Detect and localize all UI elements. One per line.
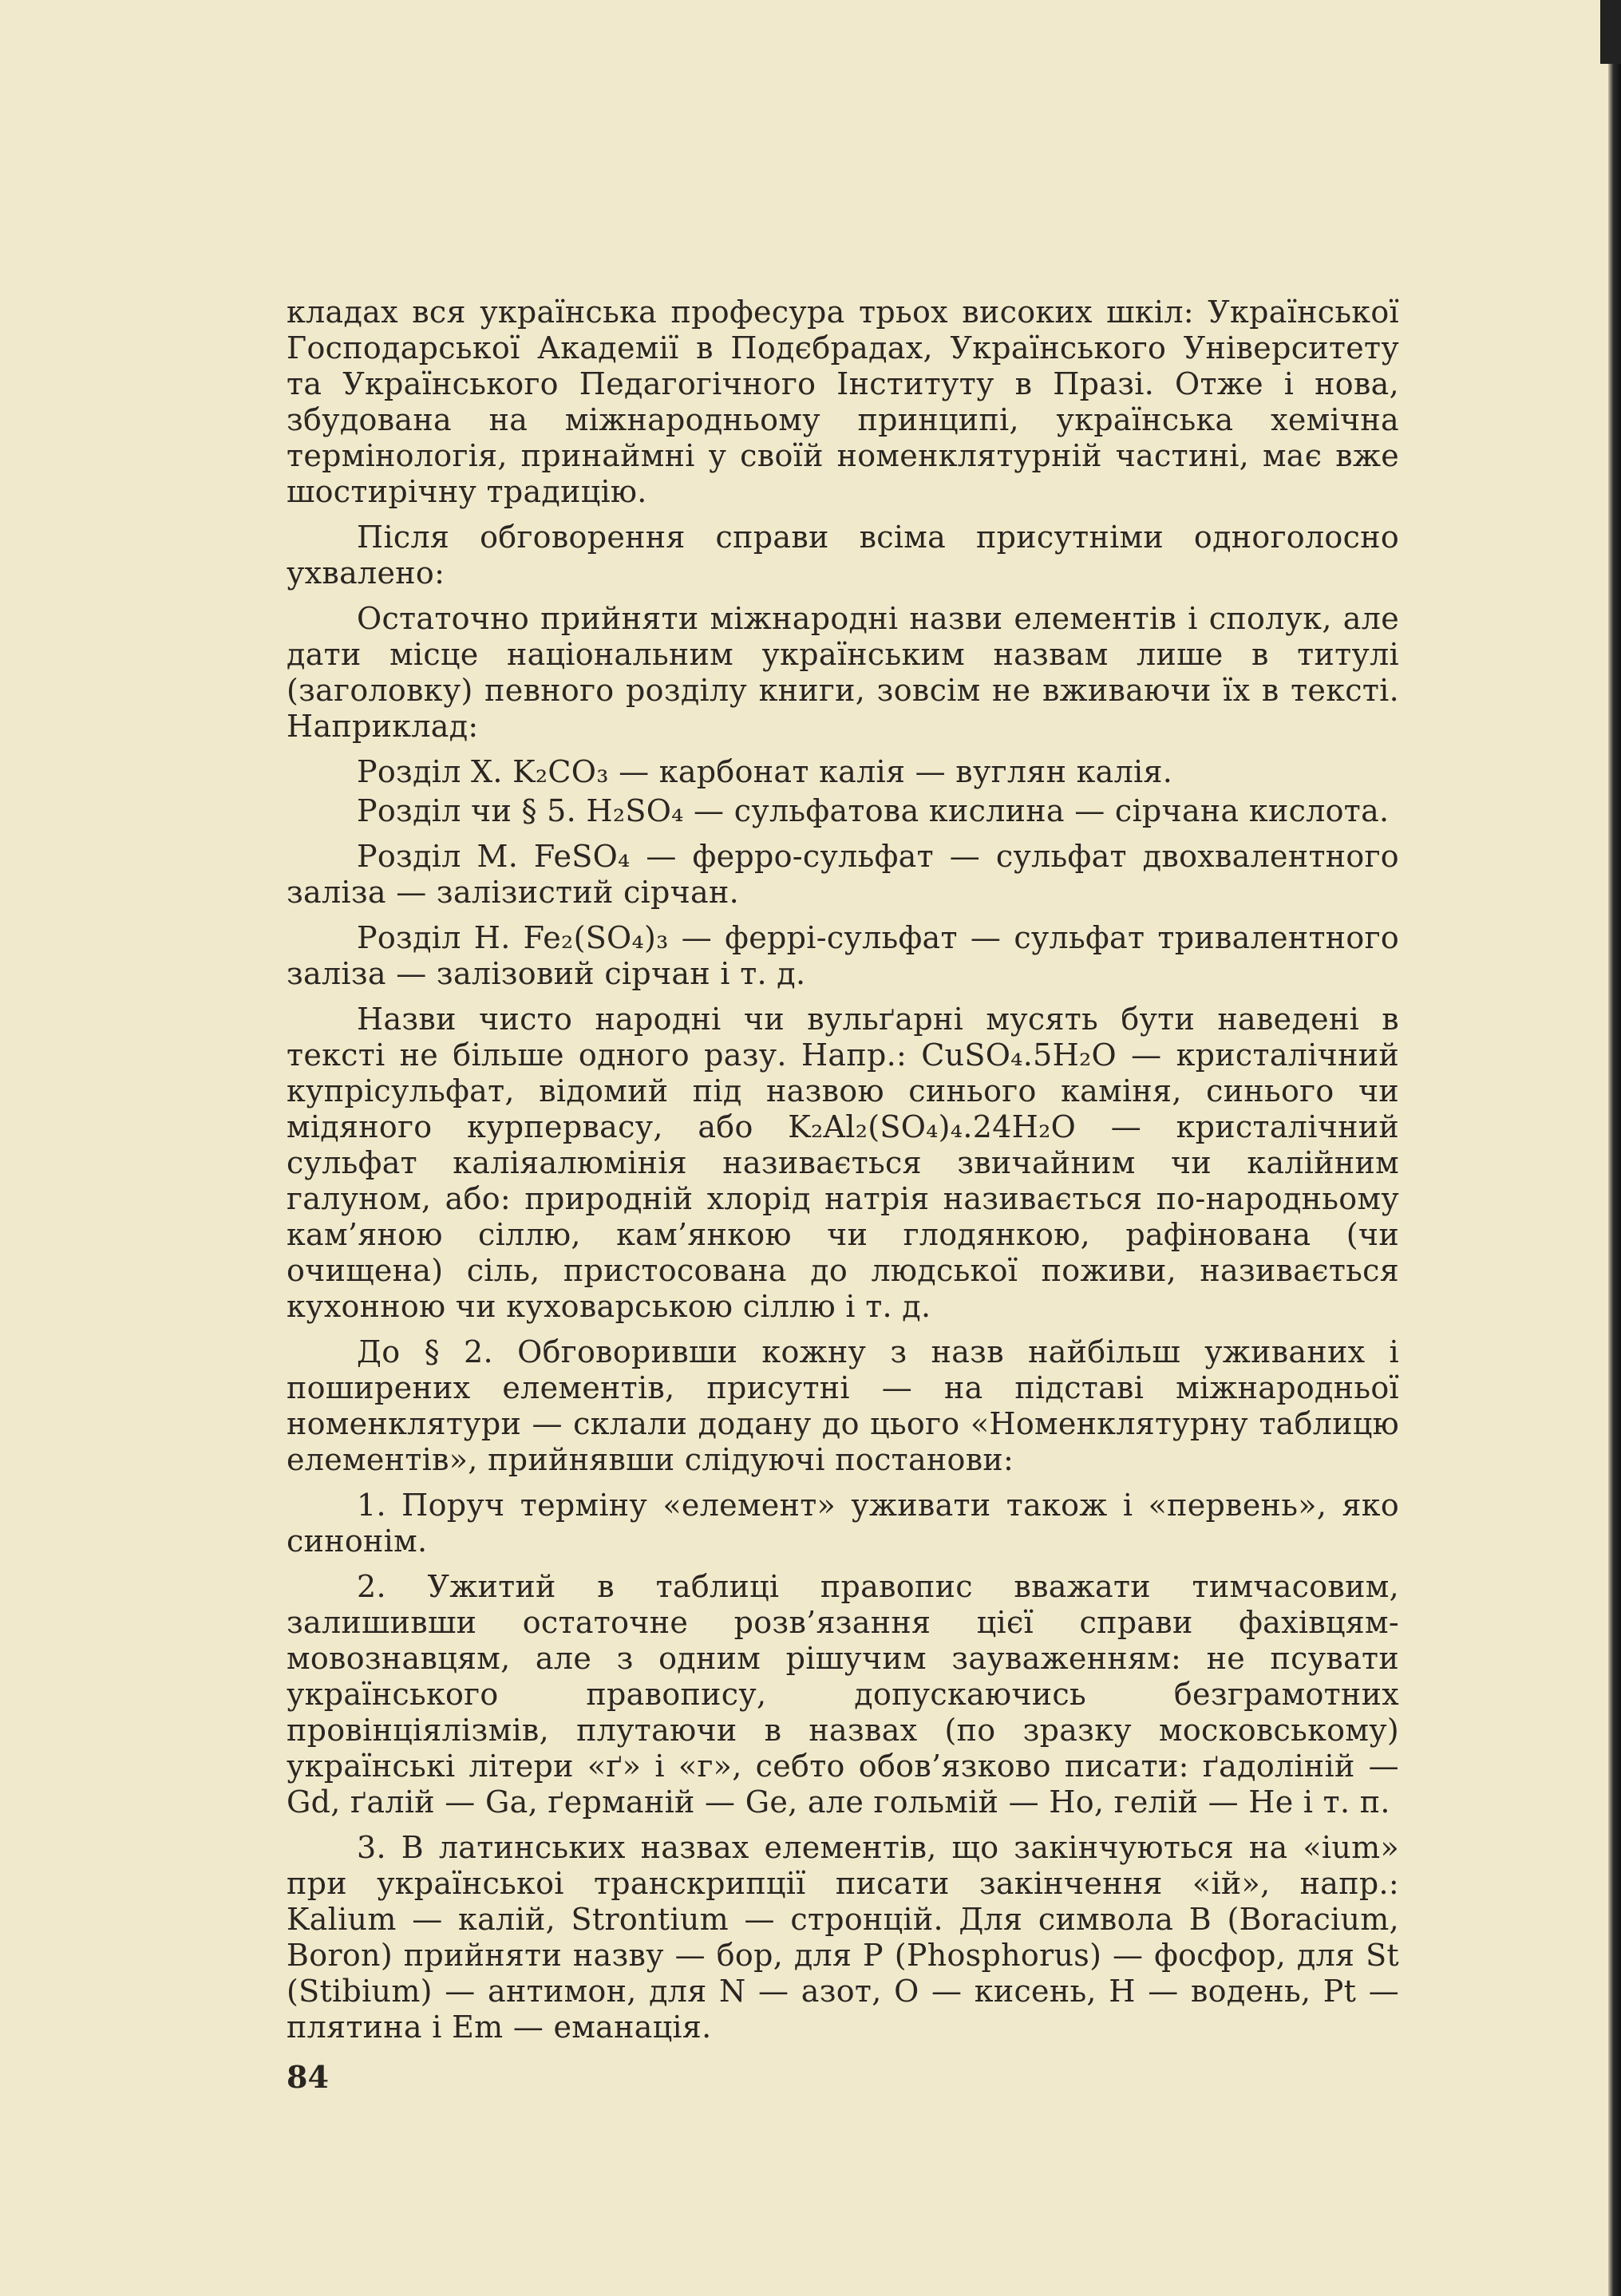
book-spine-edge <box>1600 0 1621 64</box>
rule-2: 2. Ужитий в таблиці правопис вважати тимчасовим, залишивши остаточне розв’язання цієї справи фахівцям-мовознавцям, але з одним рішучим зауваженням: не псувати українського правопису, допускаючись безграмотних провінціялізмів, плутаючи в назвах (по зразку московському) українські літери «ґ» і «г», себто обов’язково писати: ґадоліній — Gd, ґалій — Ga, ґерманій — Ge, але гольмій — Ho, гелій — He і т. п. <box>287 1569 1399 1820</box>
rule-3: 3. В латинських назвах елементів, що закінчуються на «ium» при українськоі транскрипції писати закінчення «ій», напр.: Kalium — калій, Strontium — стронцій. Для символа B (Boracium, Boron) прийняти назву — бор, для P (Phosphorus) — фосфор, для St (Stibium) — антимон, для N — азот, O — кисень, H — водень, Pt — плятина і Em — еманація. <box>287 1830 1399 2045</box>
example-line-2: Розділ чи § 5. H₂SO₄ — сульфатова кислина — сірчана кислота. <box>357 793 1390 828</box>
body-text <box>287 294 1399 2055</box>
paragraph-4: Назви чисто народні чи вульґарні мусять бути наведені в тексті не більше одного разу. Напр.: CuSO₄.5H₂O — кристалічний купрісульфат, відомий під назвою синього каміня, синього чи мідяного курпервасу, або K₂Al₂(SO₄)₄.24H₂O — кристалічний сульфат каліяалюмінія називається звичайним чи калійним галуном, або: природній хлорід натрія називається по-народньому кам’яною сіллю, кам’янкою чи глодянкою, рафінована (чи очищена) сіль, пристосована до людської поживи, називається кухонною чи куховарською сіллю і т. д. <box>287 1002 1399 1324</box>
page-number: 84 <box>287 2059 329 2095</box>
rule-1: 1. Поруч терміну «елемент» уживати також і «первень», яко синонім. <box>287 1488 1399 1559</box>
example-line-3: Розділ M. FeSO₄ — ферро-сульфат — сульфат двохвалентного заліза — залізистий сірчан. <box>287 839 1399 910</box>
paragraph-3: Остаточно прийняти міжнародні назви елементів і сполук, але дати місце національним українським назвам лише в титулі (заголовку) певного розділу книги, зовсім не вживаючи їх в тексті. Наприклад: <box>287 601 1399 744</box>
paragraph-2: Після обговорення справи всіма присутніми одноголосно ухвалено: <box>287 520 1399 591</box>
book-spine-shadow <box>1608 0 1621 2296</box>
example-line-1: Розділ X. K₂CO₃ — карбонат калія — вуглян калія. <box>357 754 1173 789</box>
paragraph-1: кладах вся українська професура трьох високих шкіл: Української Господарської Академії в Подєбрадах, Українського Університету та Українського Педагогічного Інституту в Празі. Отже і нова, збудована на міжнародньому принципі, українська хемічна термінологія, принаймні у своїй номенклятурній частині, має вже шостирічну традицію. <box>287 294 1399 509</box>
paragraph-5: До § 2. Обговоривши кожну з назв найбільш уживаних і поширених елементів, присутні — на підставі міжнародньої номенклятури — склали додану до цього «Номенклятурну таблицю елементів», прийнявши слідуючі постанови: <box>287 1334 1399 1477</box>
example-line-4: Розділ H. Fe₂(SO₄)₃ — феррі-сульфат — сульфат тривалентного заліза — залізовий сірчан і т. д. <box>287 920 1399 991</box>
